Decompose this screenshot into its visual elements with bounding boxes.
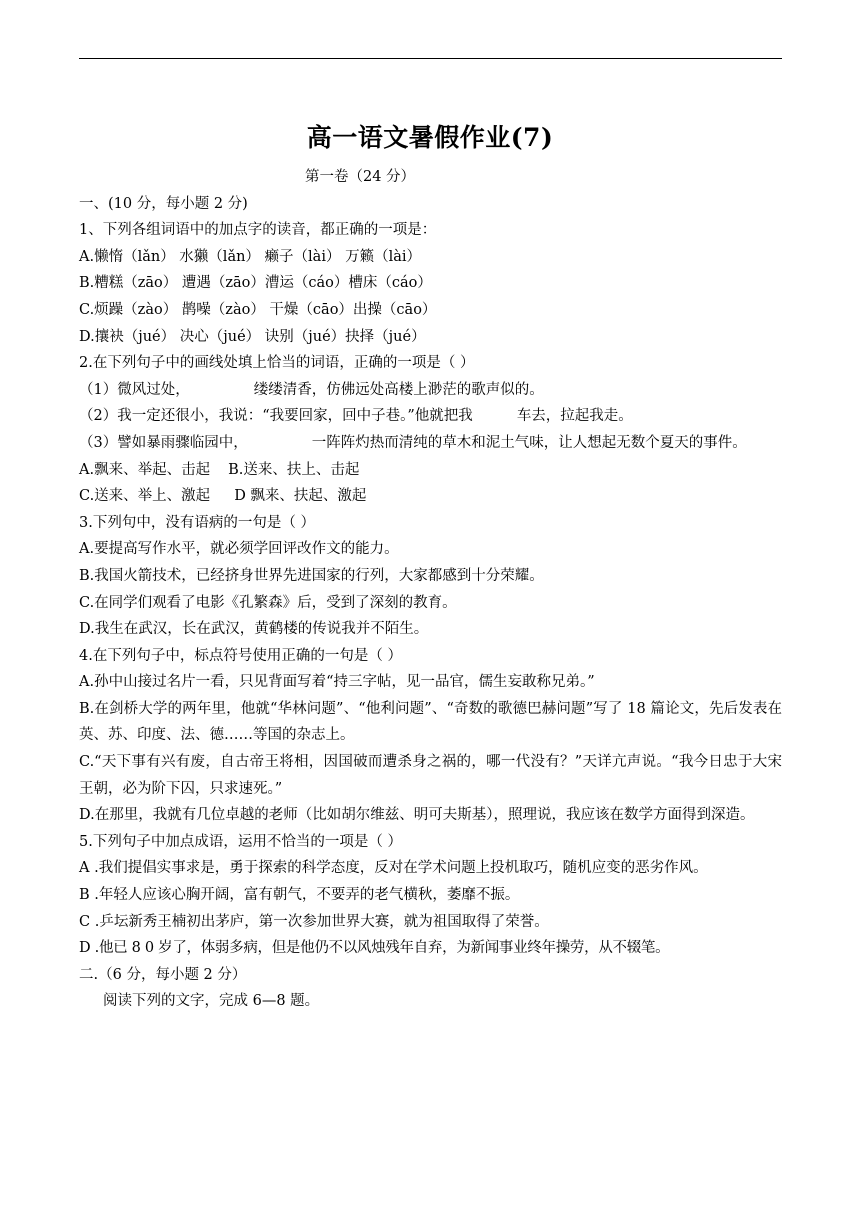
document-title: 高一语文暑假作业(7): [306, 123, 554, 152]
q2-option-b: B.送来、扶上、击起: [228, 461, 360, 478]
q3-option-b: B.我国火箭技术，已经挤身世界先进国家的行列，大家都感到十分荣耀。: [79, 567, 544, 584]
q4-option-c: C.“天下事有兴有废，自古帝王将相，因国破而遭杀身之祸的，哪一代没有？”天详亢声说。“我今日忠于大宋王朝，必为阶下囚，只求速死。”: [79, 754, 782, 797]
q2-options-ab: [79, 457, 782, 484]
q1-option-b: B.糟糕（zāo） 遭遇（zāo）漕运（cáo）槽床（cáo）: [79, 275, 432, 292]
q1-option-c: C.烦躁（zào） 鹊噪（zào） 干燥（cāo）出操（cāo）: [79, 301, 437, 318]
q2-sentence-1: [79, 377, 782, 404]
q4-option-a: A.孙中山接过名片一看，只见背面写着“持三字帖，见一品官，儒生妄敢称兄弟。”: [79, 674, 595, 691]
q1-option-a: A.懒惰（lǎn） 水獭（lǎn） 癞子（lài） 万籁（lài）: [79, 248, 421, 265]
q2-s2-after: 车去，拉起我走。: [516, 408, 633, 425]
q2-s1-before: （1）微风过处，: [79, 381, 190, 398]
section-2-intro: 阅读下列的文字，完成 6—8 题。: [103, 993, 320, 1010]
document-subtitle: 第一卷（24 分）: [305, 169, 416, 185]
q3-option-d: D.我生在武汉，长在武汉，黄鹤楼的传说我并不陌生。: [79, 621, 429, 638]
section-2-heading: 二.（6 分，每小题 2 分）: [79, 966, 247, 983]
q4-option-b: B.在剑桥大学的两年里，他就“华林问题”、“他利问题”、“奇数的歌德巴赫问题”写了 18 篇论文，先后发表在英、苏、印度、法、德……等国的杂志上。: [79, 700, 782, 744]
q2-options-cd: [79, 483, 782, 510]
q5-option-c: C .乒坛新秀王楠初出茅庐，第一次参加世界大赛，就为祖国取得了荣誉。: [79, 913, 549, 930]
q4-stem: 4.在下列句子中，标点符号使用正确的一句是（ ）: [79, 647, 402, 664]
q2-stem: 2.在下列句子中的画线处填上恰当的词语，正确的一项是（ ）: [79, 355, 475, 372]
q2-s3-after: 一阵阵灼热而清纯的草木和泥土气味，让人想起无数个夏天的事件。: [311, 434, 747, 451]
q2-option-a: A.飘来、举起、击起: [79, 461, 211, 478]
q1-option-d: D.攘袂（jué） 决心（jué） 诀别（jué）抉择（jué）: [79, 328, 426, 345]
q5-option-a: A .我们提倡实事求是，勇于探索的科学态度，反对在学术问题上投机取巧，随机应变的恶劣作风。: [79, 860, 708, 877]
q2-s2-before: （2）我一定还很小，我说：“我要回家，回中子巷。”他就把我: [79, 408, 473, 425]
document-body: [79, 164, 782, 1015]
q4-option-d: D.在那里，我就有几位卓越的老师（比如胡尔维兹、明可夫斯基），照理说，我应该在数学方面得到深造。: [79, 807, 755, 824]
q5-stem: 5.下列句子中加点成语，运用不恰当的一项是（ ）: [79, 833, 402, 850]
q2-s3-before: （3）譬如暴雨骤临园中，: [79, 434, 248, 451]
q2-option-c: C.送来、举上、激起: [79, 488, 211, 505]
q5-option-d: D .他已 8 0 岁了，体弱多病，但是他仍不以风烛残年自弃，为新闻事业终年操劳，从不辍笔。: [79, 940, 670, 957]
q3-option-a: A.要提高写作水平，就必须学回评改作文的能力。: [79, 541, 399, 558]
q2-sentence-3: [79, 430, 782, 457]
q3-option-c: C.在同学们观看了电影《孔繁森》后，受到了深刻的教育。: [79, 594, 457, 611]
q2-option-d: D 飘来、扶起、激起: [234, 488, 367, 505]
q3-stem: 3.下列句中，没有语病的一句是（ ）: [79, 514, 315, 531]
section-1-heading: 一、(10 分，每小题 2 分): [79, 195, 248, 212]
q2-s1-after: 缕缕清香，仿佛远处高楼上渺茫的歌声似的。: [253, 381, 544, 398]
header-rule: [79, 58, 782, 59]
q2-sentence-2: [79, 403, 782, 430]
q5-option-b: B .年轻人应该心胸开阔，富有朝气，不要弄的老气横秋，萎靡不振。: [79, 887, 520, 904]
q1-stem: 1、下列各组词语中的加点字的读音，都正确的一项是：: [79, 222, 437, 239]
